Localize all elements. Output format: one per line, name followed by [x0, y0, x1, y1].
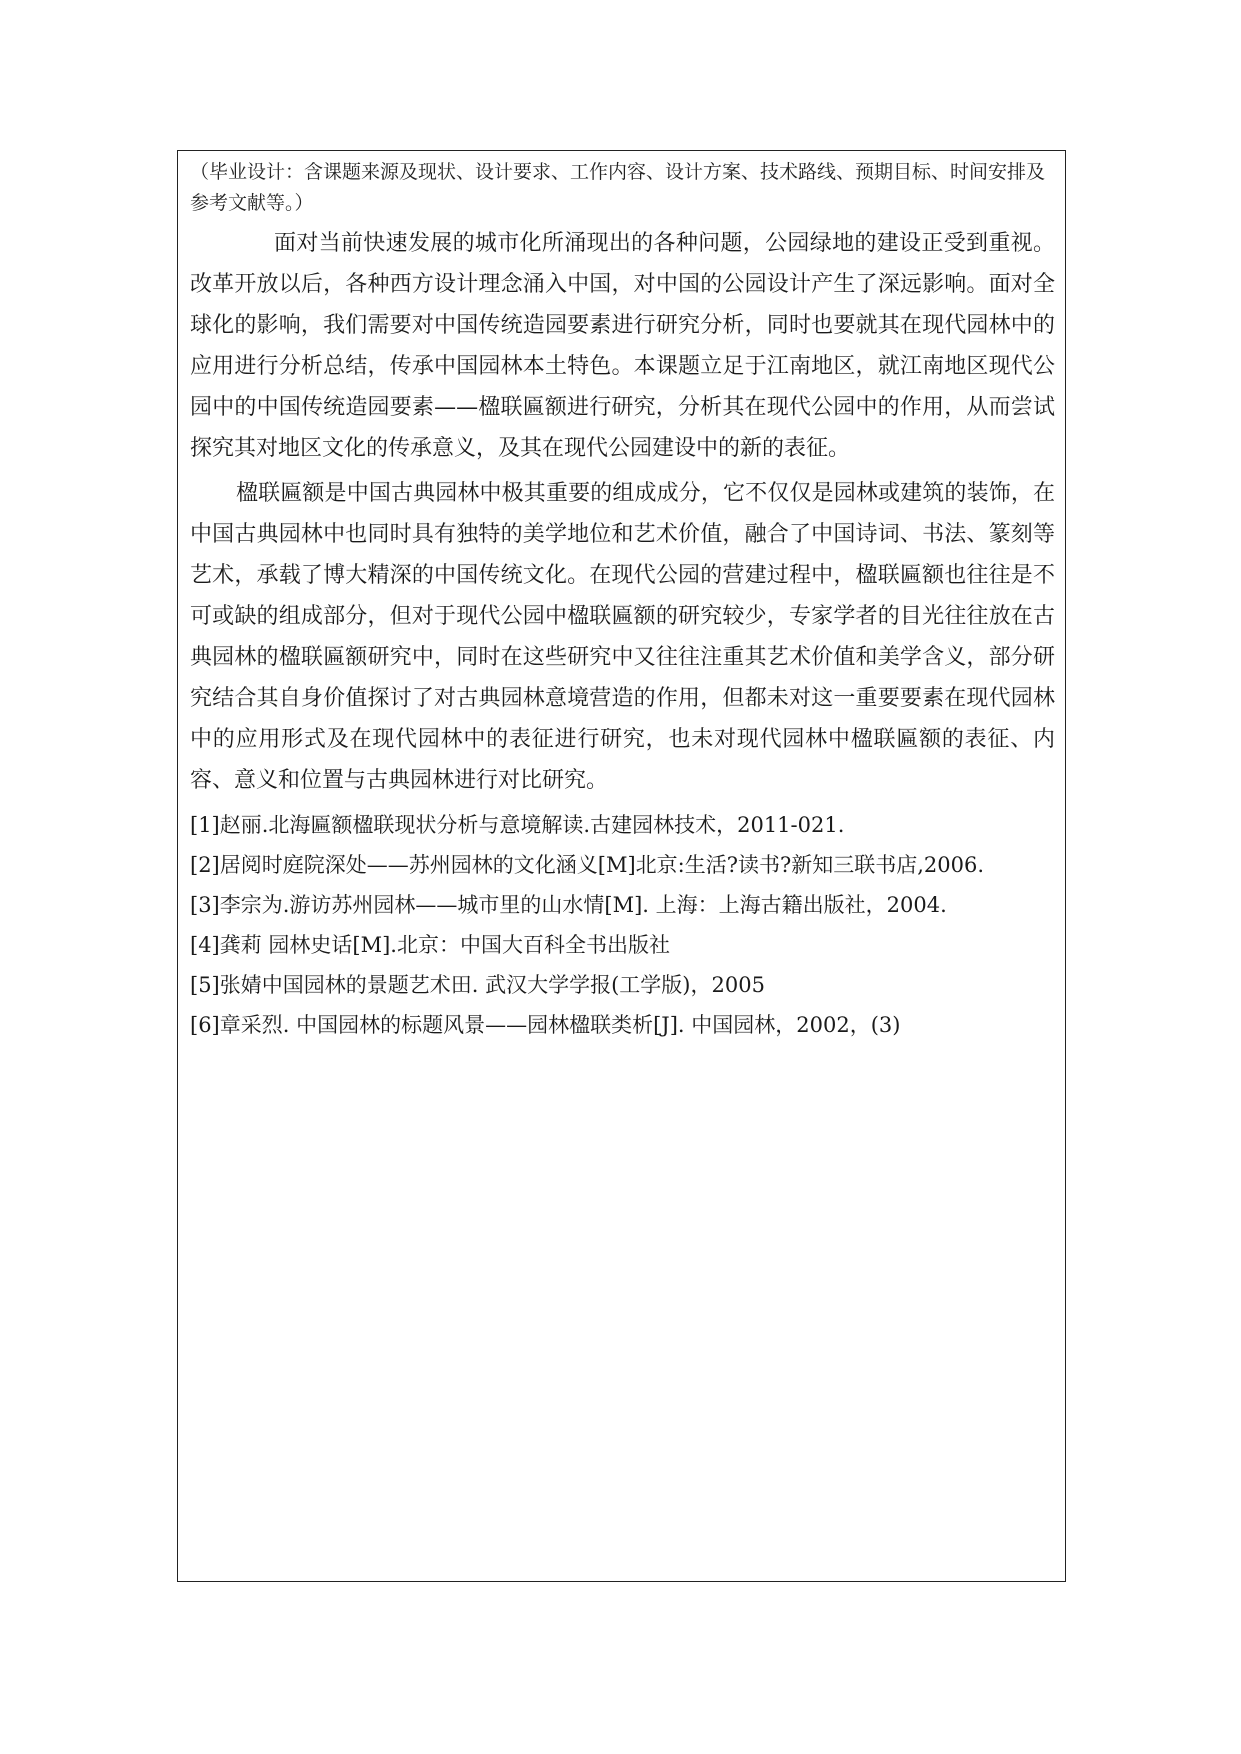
body-paragraph-1: 面对当前快速发展的城市化所涌现出的各种问题，公园绿地的建设正受到重视。改革开放以后，各种西方设计理念涌入中国，对中国的公园设计产生了深远影响。面对全球化的影响，我们需要对中国传统造园要素进行研究分析，同时也要就其在现代园林中的应用进行分析总结，传承中国园林本土特色。本课题立足于江南地区，就江南地区现代公园中的中国传统造园要素——楹联匾额进行研究，分析其在现代公园中的作用，从而尝试探究其对地区文化的传承意义，及其在现代公园建设中的新的表征。 — [190, 231, 1055, 461]
reference-item-5: [5]张婧中国园林的景题艺术田. 武汉大学学报(工学版)，2005 — [190, 973, 765, 997]
body-paragraph-2: 楹联匾额是中国古典园林中极其重要的组成成分，它不仅仅是园林或建筑的装饰，在中国古典园林中也同时具有独特的美学地位和艺术价值，融合了中国诗词、书法、篆刻等艺术，承载了博大精深的中国传统文化。在现代公园的营建过程中，楹联匾额也往往是不可或缺的组成部分，但对于现代公园中楹联匾额的研究较少，专家学者的目光往往放在古典园林的楹联匾额研究中，同时在这些研究中又往往注重其艺术价值和美学含义，部分研究结合其自身价值探讨了对古典园林意境营造的作用，但都未对这一重要要素在现代园林中的应用形式及在现代园林中的表征进行研究，也未对现代园林中楹联匾额的表征、内容、意义和位置与古典园林进行对比研究。 — [190, 481, 1055, 793]
reference-list — [190, 805, 1055, 1045]
reference-item-4: [4]龚莉 园林史话[M].北京：中国大百科全书出版社 — [190, 933, 670, 957]
reference-item-1: [1]赵丽.北海匾额楹联现状分析与意境解读.古建园林技术，2011-021. — [190, 813, 845, 837]
reference-item-6: [6]章采烈. 中国园林的标题风景——园林楹联类析[J]. 中国园林，2002，(3) — [190, 1013, 901, 1037]
reference-item-3: [3]李宗为.游访苏州园林——城市里的山水情[M]. 上海：上海古籍出版社，2004. — [190, 893, 947, 917]
form-instruction: （毕业设计：含课题来源及现状、设计要求、工作内容、设计方案、技术路线、预期目标、时间安排及参考文献等。） — [190, 161, 1046, 214]
reference-item-2: [2]居阅时庭院深处——苏州园林的文化涵义[M]北京:生活?读书?新知三联书店,2006. — [190, 853, 985, 877]
proposal-form-cell — [177, 150, 1066, 1582]
